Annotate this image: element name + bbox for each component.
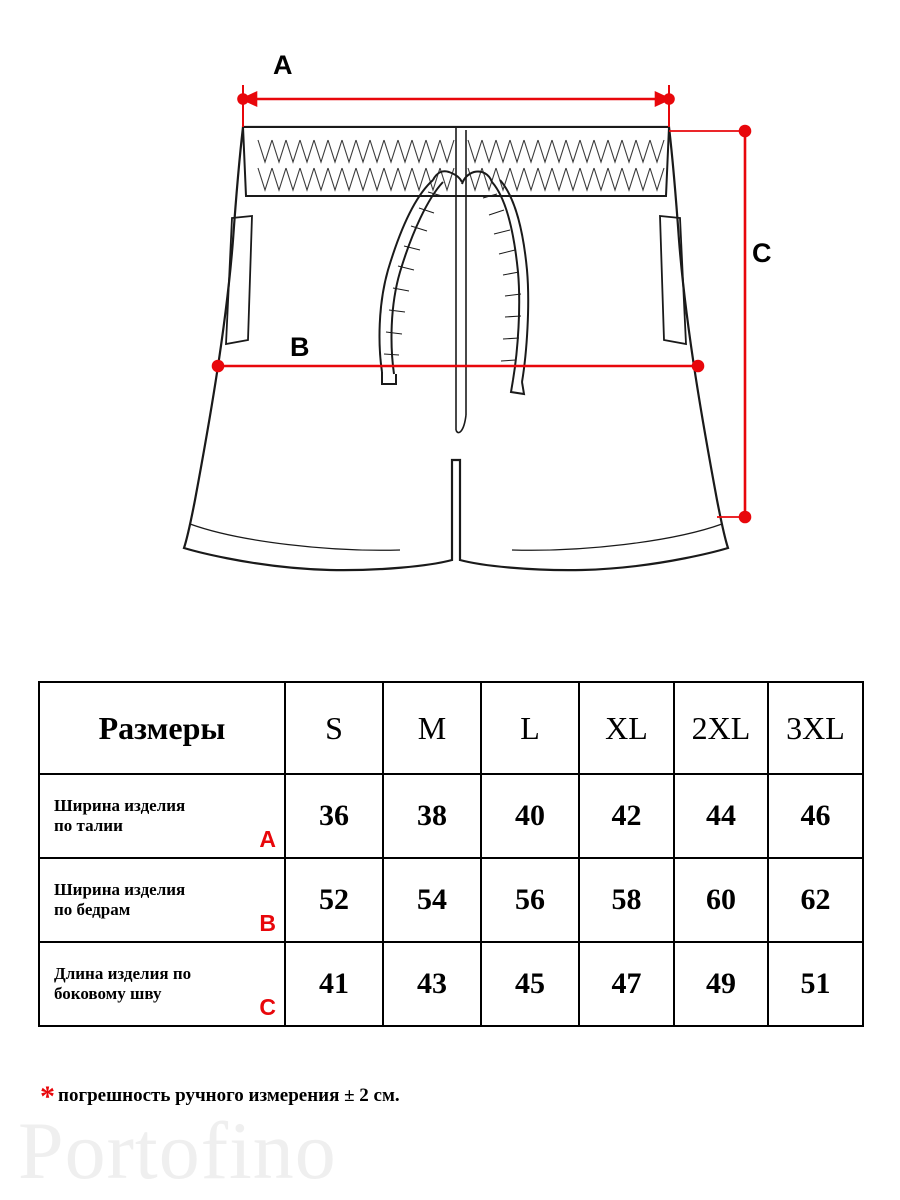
row-label-text-line2: боковому шву: [54, 984, 162, 1003]
dimension-label-b: B: [290, 332, 310, 362]
row-label-waist-width: [39, 774, 285, 858]
row-label-side-length: [39, 942, 285, 1026]
header-size-2xl: 2XL: [674, 682, 768, 774]
size-table: [38, 681, 864, 1027]
row-key-a: A: [259, 826, 276, 852]
cell-a-s: 36: [285, 774, 383, 858]
cell-c-m: 43: [383, 942, 481, 1026]
header-size-m: M: [383, 682, 481, 774]
dimension-label-c: C: [752, 238, 772, 268]
cell-a-l: 40: [481, 774, 579, 858]
table-row: [39, 774, 863, 858]
row-key-c: C: [259, 994, 276, 1020]
cell-c-s: 41: [285, 942, 383, 1026]
header-size-s: S: [285, 682, 383, 774]
asterisk-icon: *: [40, 1080, 55, 1113]
cell-b-2xl: 60: [674, 858, 768, 942]
cell-a-3xl: 46: [768, 774, 863, 858]
table-row: [39, 858, 863, 942]
cell-b-l: 56: [481, 858, 579, 942]
cell-c-3xl: 51: [768, 942, 863, 1026]
cell-a-xl: 42: [579, 774, 674, 858]
cell-b-m: 54: [383, 858, 481, 942]
cell-a-m: 38: [383, 774, 481, 858]
table-row: [39, 942, 863, 1026]
row-label-text-line2: по бедрам: [54, 900, 131, 919]
dimension-label-a: A: [273, 50, 293, 80]
header-size-3xl: 3XL: [768, 682, 863, 774]
row-label-text-line1: Длина изделия по: [54, 964, 192, 983]
cell-c-2xl: 49: [674, 942, 768, 1026]
cell-a-2xl: 44: [674, 774, 768, 858]
cell-b-xl: 58: [579, 858, 674, 942]
cell-b-3xl: 62: [768, 858, 863, 942]
header-size-xl: XL: [579, 682, 674, 774]
brand-watermark: Portofino: [18, 1105, 337, 1196]
row-label-hip-width: [39, 858, 285, 942]
footnote-text: погрешность ручного измерения ± 2 см.: [58, 1085, 400, 1106]
table-header-row: [39, 682, 863, 774]
row-key-b: B: [259, 910, 276, 936]
row-label-text-line2: по талии: [54, 816, 123, 835]
cell-c-l: 45: [481, 942, 579, 1026]
header-title: Размеры: [39, 682, 285, 774]
cell-c-xl: 47: [579, 942, 674, 1026]
cell-b-s: 52: [285, 858, 383, 942]
row-label-text-line1: Ширина изделия: [54, 880, 186, 899]
row-label-text-line1: Ширина изделия: [54, 796, 186, 815]
header-size-l: L: [481, 682, 579, 774]
